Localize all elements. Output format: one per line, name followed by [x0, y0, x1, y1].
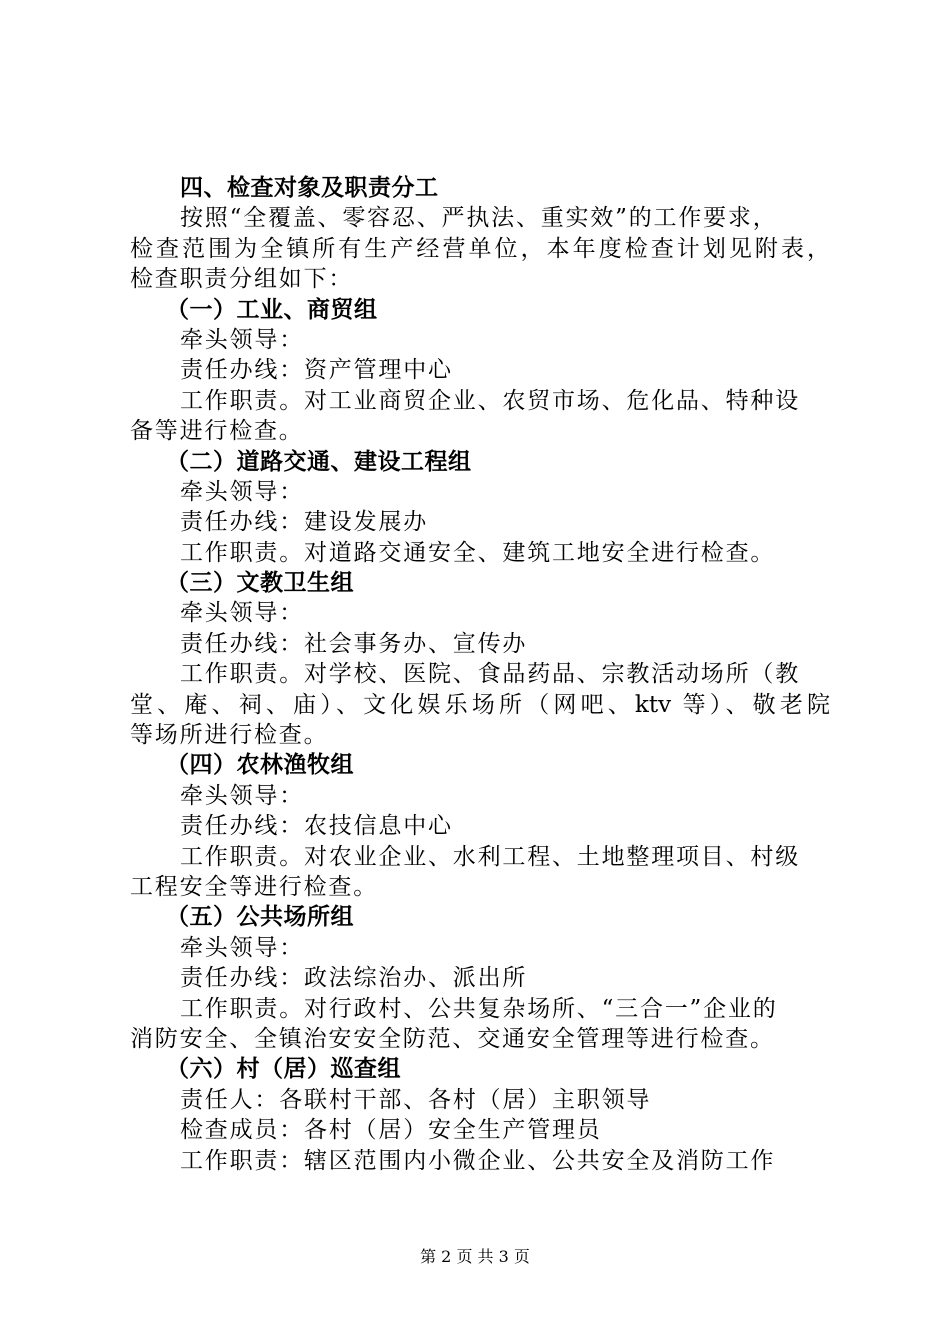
group-title-culture-health: （三）文教卫生组	[166, 570, 354, 597]
group-office: 检查成员：各村（居）安全生产管理员	[180, 1117, 602, 1144]
group-office: 责任办线：建设发展办	[180, 509, 428, 536]
intro-line-1: 按照“全覆盖、零容忍、严执法、重实效”的工作要求，	[180, 205, 778, 232]
group-duty-line: 工作职责：辖区范围内小微企业、公共安全及消防工作	[180, 1147, 776, 1174]
group-leader: 牵头领导：	[180, 934, 304, 961]
group-duty-line: 工作职责。对道路交通安全、建筑工地安全进行检查。	[180, 539, 776, 566]
group-office: 责任办线：资产管理中心	[180, 357, 453, 384]
group-duty-line: 堂、庵、祠、庙）、文化娱乐场所（网吧、ktv 等）、敬老院	[130, 691, 830, 718]
group-duty-line: 等场所进行检查。	[130, 722, 329, 749]
group-leader: 责任人：各联村干部、各村（居）主职领导	[180, 1086, 652, 1113]
group-duty-line: 消防安全、全镇治安安全防范、交通安全管理等进行检查。	[130, 1025, 775, 1052]
group-duty-line: 工程安全等进行检查。	[130, 873, 378, 900]
document-body	[130, 173, 830, 1176]
group-duty-line: 工作职责。对农业企业、水利工程、土地整理项目、村级	[180, 843, 800, 870]
group-duty-line: 工作职责。对工业商贸企业、农贸市场、危化品、特种设	[180, 387, 800, 414]
group-title-agriculture: （四）农林渔牧组	[166, 752, 354, 779]
group-duty-line: 备等进行检查。	[130, 418, 304, 445]
group-office: 责任办线：政法综治办、派出所	[180, 965, 528, 992]
group-leader: 牵头领导：	[180, 478, 304, 505]
group-leader: 牵头领导：	[180, 600, 304, 627]
group-title-village-patrol: （六）村（居）巡查组	[166, 1056, 401, 1083]
group-leader: 牵头领导：	[180, 326, 304, 353]
group-title-traffic: （二）道路交通、建设工程组	[166, 448, 472, 475]
group-title-industry: （一）工业、商贸组	[166, 296, 378, 323]
group-leader: 牵头领导：	[180, 782, 304, 809]
intro-line-3: 检查职责分组如下：	[130, 266, 354, 293]
group-office: 责任办线：社会事务办、宣传办	[180, 630, 528, 657]
group-duty-line: 工作职责。对行政村、公共复杂场所、“三合一”企业的	[180, 995, 778, 1022]
page-footer: 第 2 页 共 3 页	[420, 1247, 530, 1266]
group-duty-line: 工作职责。对学校、医院、食品药品、宗教活动场所（教	[180, 661, 800, 688]
group-office: 责任办线：农技信息中心	[180, 813, 453, 840]
intro-line-2: 检查范围为全镇所有生产经营单位，本年度检查计划见附表，	[130, 235, 830, 262]
group-title-public-places: （五）公共场所组	[166, 904, 354, 931]
section-title: 四、检查对象及职责分工	[180, 175, 439, 201]
